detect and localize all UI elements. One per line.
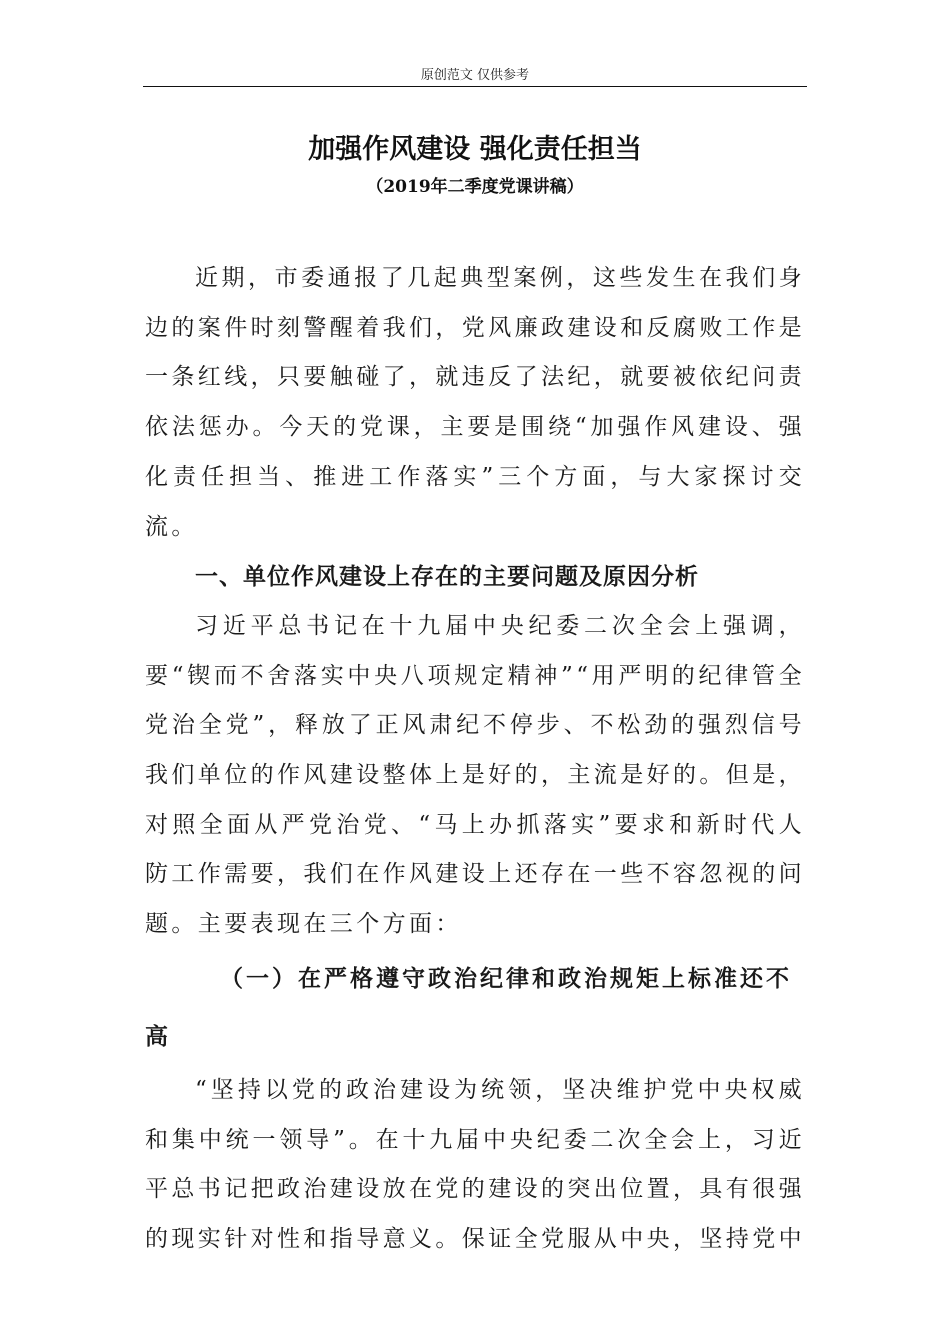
document-title: 加强作风建设 强化责任担当 bbox=[308, 134, 642, 165]
document-body bbox=[145, 254, 805, 1265]
paragraph-subsection-1: “坚持以党的政治建设为统领，坚决维护党中央权威和集中统一领导”。在十九届中央纪委二次全会上，习近平总书记把政治建设放在党的建设的突出位置，具有很强的现实针对性和指导意义。保证全党服从中央，坚持党中 bbox=[145, 1076, 805, 1252]
document-subtitle: （2019年二季度党课讲稿） bbox=[366, 177, 584, 197]
header-divider bbox=[143, 86, 807, 87]
header-text: 原创范文 仅供参考 bbox=[420, 68, 530, 83]
subsection-heading-1: （一）在严格遵守政治纪律和政治规矩上标准还不高 bbox=[145, 964, 792, 1050]
paragraph-section-1: 习近平总书记在十九届中央纪委二次全会上强调，要“锲而不舍落实中央八项规定精神”“用严明的纪律管全党治全党”，释放了正风肃纪不停步、不松劲的强烈信号我们单位的作风建设整体上是好的，主流是好的。但是，对照全面从严党治党、“马上办抓落实”要求和新时代人防工作需要，我们在作风建设上还存在一些不容忽视的问题。主要表现在三个方面： bbox=[145, 612, 805, 938]
paragraph-intro: 近期，市委通报了几起典型案例，这些发生在我们身边的案件时刻警醒着我们，党风廉政建设和反腐败工作是一条红线，只要触碰了，就违反了法纪，就要被依纪问责依法惩办。今天的党课，主要是围绕“加强作风建设、强化责任担当、推进工作落实”三个方面，与大家探讨交流。 bbox=[145, 265, 805, 540]
section-heading-1: 一、单位作风建设上存在的主要问题及原因分析 bbox=[195, 563, 699, 591]
